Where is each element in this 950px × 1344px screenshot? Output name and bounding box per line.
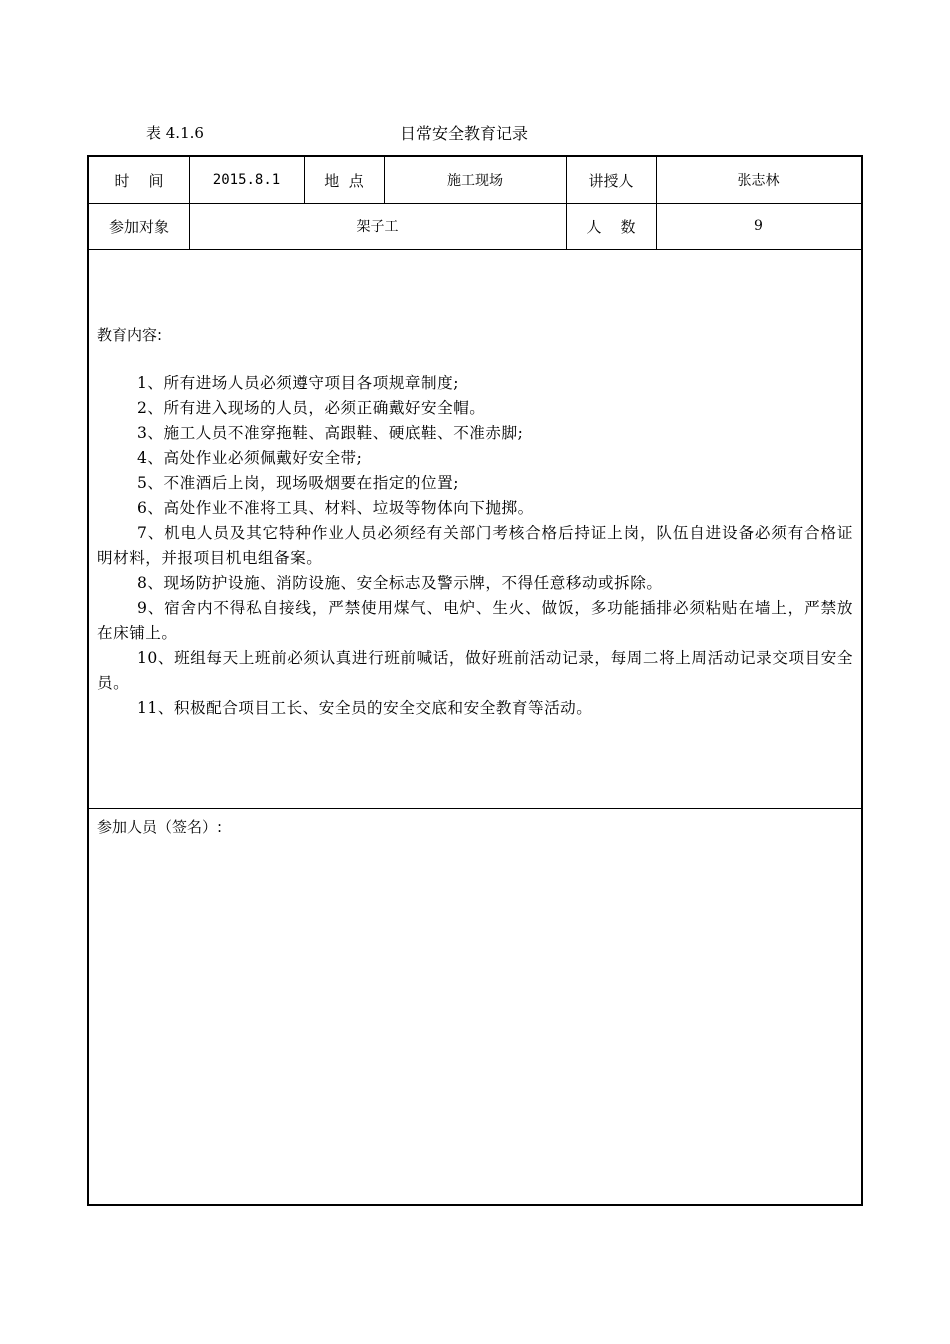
list-item: 8、现场防护设施、消防设施、安全标志及警示牌，不得任意移动或拆除。: [137, 574, 663, 592]
list-item: 1、所有进场人员必须遵守项目各项规章制度;: [137, 374, 459, 392]
signature-label: 参加人员（签名）:: [97, 818, 223, 836]
education-content-list: [97, 371, 853, 721]
record-form: [87, 155, 863, 1206]
lecturer-label: 讲授人: [566, 157, 657, 203]
lecturer-value: 张志林: [737, 173, 780, 189]
education-content-section: [89, 249, 861, 809]
participants-value: 架子工: [189, 203, 567, 249]
participants-label: 参加对象: [89, 203, 190, 249]
place-label: 地 点: [304, 157, 385, 203]
table-number: 表 4.1.6: [146, 124, 204, 142]
list-item: 3、施工人员不准穿拖鞋、高跟鞋、硬底鞋、不准赤脚;: [137, 424, 524, 442]
time-value: 2015.8.1: [189, 157, 305, 203]
count-value: 9: [754, 218, 763, 234]
count-label: 人 数: [566, 203, 657, 249]
place-value: 施工现场: [384, 157, 567, 203]
info-row-1: [89, 157, 861, 204]
info-row-2: [89, 203, 861, 250]
list-item: 11、积极配合项目工长、安全员的安全交底和安全教育等活动。: [137, 699, 593, 717]
list-item: 5、不准酒后上岗，现场吸烟要在指定的位置;: [137, 474, 459, 492]
list-item: 10、班组每天上班前必须认真进行班前喊话，做好班前活动记录，每周二将上周活动记录交项目安全员。: [97, 649, 853, 692]
list-item: 2、所有进入现场的人员，必须正确戴好安全帽。: [137, 399, 486, 417]
list-item: 4、高处作业必须佩戴好安全带;: [137, 449, 363, 467]
document-title: 日常安全教育记录: [400, 124, 529, 143]
list-item: 7、机电人员及其它特种作业人员必须经有关部门考核合格后持证上岗，队伍自进设备必须有合格证明材料，并报项目机电组备案。: [97, 524, 853, 567]
time-label: 时 间: [89, 157, 190, 203]
list-item: 9、宿舍内不得私自接线，严禁使用煤气、电炉、生火、做饭，多功能插排必须粘贴在墙上，严禁放在床铺上。: [97, 599, 853, 642]
education-content-label: 教育内容:: [97, 326, 163, 344]
list-item: 6、高处作业不准将工具、材料、垃圾等物体向下抛掷。: [137, 499, 534, 517]
